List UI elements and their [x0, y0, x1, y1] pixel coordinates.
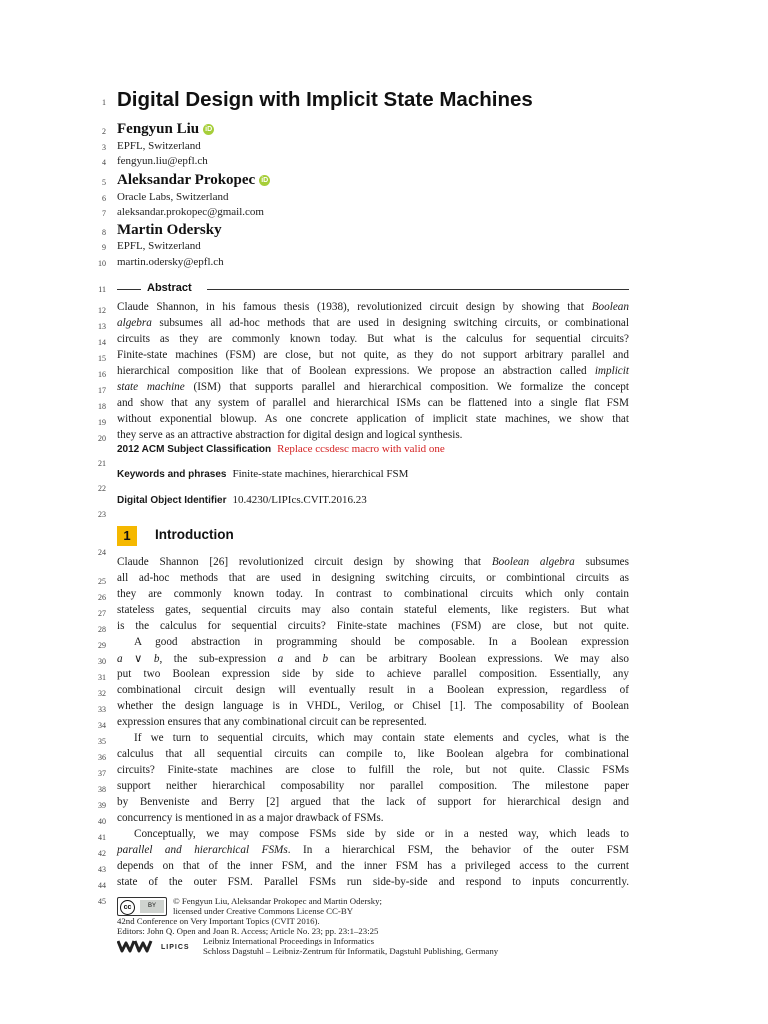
- line-number: 19: [98, 418, 106, 427]
- orcid-icon[interactable]: iD: [205, 126, 213, 133]
- line-number: 27: [98, 609, 106, 618]
- body-text-run: concurrency is mentioned in as a major drawback of FSMs.: [117, 812, 384, 824]
- body-text-run: is the calculus for sequential circuits? Finite-state machines (FSM) are close, but not quite.: [117, 620, 629, 632]
- body-line: [134, 828, 629, 840]
- acm-classification: [117, 443, 445, 455]
- acm-value: Replace ccsdesc macro with valid one: [277, 443, 445, 455]
- lipics-wordmark: LIPICS: [161, 944, 190, 951]
- footer: [117, 896, 637, 956]
- cc-by-badge[interactable]: [117, 897, 167, 916]
- body-text-run: they are commonly known today. In contrast to combinational circuits which only contain: [117, 588, 629, 600]
- line-number: 10: [98, 259, 106, 268]
- body-line: [117, 844, 629, 856]
- line-number: 24: [98, 548, 106, 557]
- line-number: 39: [98, 801, 106, 810]
- body-line: [117, 860, 629, 872]
- abstract-text-run: state machine: [117, 381, 185, 393]
- body-line: [117, 780, 629, 792]
- body-text-run: ∨: [122, 653, 154, 665]
- line-number: 8: [102, 228, 106, 237]
- body-text-run: a: [277, 653, 284, 665]
- body-text-run: b: [322, 653, 329, 665]
- body-text-run: put two Boolean expression side by side to achieve parallel composition. Essentially, any: [117, 668, 629, 680]
- abstract-text-run: Claude Shannon, in his famous thesis (1938), revolutionized circuit design by showing that: [117, 301, 592, 313]
- abstract-text-run: Boolean: [591, 301, 629, 313]
- body-text-run: support neither hierarchical composability nor parallel composition. The milestone paper: [117, 780, 629, 792]
- line-number: 30: [98, 657, 106, 666]
- abstract-text-run: hierarchical composition like that of Boolean expressions. We propose an abstraction called: [117, 365, 595, 377]
- body-text-run: Conceptually, we may compose FSMs side by side or in a nested way, which leads to: [134, 828, 629, 840]
- line-number: 14: [98, 338, 106, 347]
- heading-rule: [117, 289, 141, 290]
- line-number: 41: [98, 833, 106, 842]
- abstract-text-run: circuits as they are commonly known today. But what is the calculus for sequential circuits?: [117, 333, 629, 345]
- keywords-label: Keywords and phrases: [117, 469, 227, 480]
- body-text-run: circuits? Finite-state machines are close to fulfill the role, but not quite. Classic FSMs: [117, 764, 629, 776]
- cc-icon: cc: [120, 900, 135, 915]
- author-name: [117, 172, 270, 189]
- abstract-text-run: subsumes all ad-hoc methods that are used in designing switching circuits, or combinational: [151, 317, 629, 329]
- line-number: 1: [102, 98, 106, 107]
- body-line: [117, 812, 629, 824]
- line-number: 6: [102, 194, 106, 203]
- abstract-line: [117, 397, 629, 409]
- body-line: [117, 604, 629, 616]
- body-text-run: combinational circuit design will eventually result in a Boolean expression, regardless of: [117, 684, 629, 696]
- line-number: 33: [98, 705, 106, 714]
- author-affiliation: Oracle Labs, Switzerland: [117, 191, 229, 203]
- line-number: 25: [98, 577, 106, 586]
- body-text-run: subsumes: [574, 556, 629, 568]
- line-number: 26: [98, 593, 106, 602]
- body-text-run: If we turn to sequential circuits, which may contain state elements and cycles, what is the: [134, 732, 629, 744]
- line-number: 7: [102, 209, 106, 218]
- body-line: [117, 716, 629, 728]
- keywords-value: Finite-state machines, hierarchical FSM: [232, 468, 409, 480]
- acm-label: 2012 ACM Subject Classification: [117, 444, 272, 455]
- abstract-text-run: (ISM) that supports parallel and hierarchical composition. We formalize the concept: [184, 381, 630, 393]
- body-text-run: A good abstraction in programming should be composable. In a Boolean expression: [134, 636, 629, 648]
- body-line: [117, 668, 629, 680]
- body-line: [117, 572, 629, 584]
- body-line: [117, 876, 629, 888]
- body-line: [117, 684, 629, 696]
- body-text-run: state of the outer FSM. Parallel FSMs run side-by-side and respond to inputs concurrently.: [117, 876, 629, 888]
- abstract-label: Abstract: [147, 282, 192, 294]
- line-number: 23: [98, 510, 106, 519]
- body-text-run: can be arbitrary Boolean expressions. We may also: [328, 653, 629, 665]
- body-text-run: by Benveniste and Berry [2] argued that the lack of support for hierarchical design and: [117, 796, 629, 808]
- line-number: 11: [98, 285, 106, 294]
- line-number: 2: [102, 127, 106, 136]
- body-text-run: Claude Shannon [26] revolutionized circuit design by showing that: [117, 556, 492, 568]
- body-text-run: depends on that of the inner FSM, and the inner FSM has a privileged access to the current: [117, 860, 629, 872]
- editors-line: Editors: John Q. Open and Joan R. Access; Article No. 23; pp. 23:1–23:25: [117, 926, 379, 936]
- by-icon: BY: [140, 900, 164, 913]
- license-line: licensed under Creative Commons License CC-BY: [173, 906, 354, 916]
- author-name-text: Aleksandar Prokopec: [117, 172, 256, 188]
- line-number: 32: [98, 689, 106, 698]
- line-number: 34: [98, 721, 106, 730]
- author-name: Martin Odersky: [117, 222, 222, 238]
- doi-value[interactable]: 10.4230/LIPIcs.CVIT.2016.23: [232, 494, 367, 506]
- line-number: 13: [98, 322, 106, 331]
- doi-label: Digital Object Identifier: [117, 495, 227, 506]
- line-number: 35: [98, 737, 106, 746]
- abstract-text-run: implicit: [594, 365, 629, 377]
- abstract-line: [117, 301, 629, 313]
- section-title: Introduction: [155, 527, 234, 542]
- line-number: 5: [102, 178, 106, 187]
- body-text-run: whether the design language is in VHDL, Verilog, or Chisel [1]. The composability of Boolean: [117, 700, 629, 712]
- abstract-text-run: algebra: [117, 317, 152, 329]
- line-number: 42: [98, 849, 106, 858]
- publisher-line: Schloss Dagstuhl – Leibniz-Zentrum für Informatik, Dagstuhl Publishing, Germany: [203, 946, 499, 956]
- body-text-run: parallel and hierarchical FSMs: [117, 844, 288, 856]
- body-text-run: a: [117, 653, 123, 665]
- abstract-line: [117, 365, 629, 377]
- body-text-run: Boolean algebra: [491, 556, 575, 568]
- body-text-run: expression ensures that any combinational circuit can be represented.: [117, 716, 427, 728]
- body-line: [134, 732, 629, 744]
- line-number: 16: [98, 370, 106, 379]
- body-text-run: , the sub-expression: [159, 653, 278, 665]
- abstract-line: [117, 317, 629, 329]
- abstract-line: [117, 349, 629, 361]
- line-number: 40: [98, 817, 106, 826]
- line-number: 21: [98, 459, 106, 468]
- abstract-line: [117, 381, 629, 393]
- abstract-heading: [117, 282, 629, 296]
- body-text-run: all ad-hoc methods that are used in designing switching circuits, or combintional circuits as: [117, 572, 629, 584]
- section-number: 1: [117, 526, 137, 546]
- line-number: 45: [98, 897, 106, 906]
- body-text-run: b: [153, 653, 160, 665]
- abstract-text-run: they serve as an attractive abstraction for digital design and logical synthesis.: [117, 429, 463, 441]
- orcid-icon[interactable]: iD: [261, 177, 269, 184]
- line-number: 36: [98, 753, 106, 762]
- abstract-line: [117, 333, 629, 345]
- line-number: 12: [98, 306, 106, 315]
- body-text-run: stateless gates, sequential circuits may also contain stateful elements, like registers. But what: [117, 604, 629, 616]
- body-line: [117, 764, 629, 776]
- abstract-text-run: without exponential blowup. As one concrete application of implicit state machines, we show that: [117, 413, 629, 425]
- abstract-text-run: and show that any system of parallel and hierarchical ISMs can be flattened into a single flat FSM: [117, 397, 629, 409]
- heading-rule: [207, 289, 629, 290]
- line-number: 37: [98, 769, 106, 778]
- line-number: 15: [98, 354, 106, 363]
- body-line: [117, 700, 629, 712]
- line-number: 3: [102, 143, 106, 152]
- line-number: 43: [98, 865, 106, 874]
- abstract-text-run: Finite-state machines (FSM) are close, but not quite, as they do not support arbitrary parallel and: [117, 349, 629, 361]
- line-number: 9: [102, 243, 106, 252]
- line-number: 44: [98, 881, 106, 890]
- body-text-run: and: [283, 653, 323, 665]
- author-email[interactable]: fengyun.liu@epfl.ch: [117, 155, 208, 167]
- line-number: 28: [98, 625, 106, 634]
- line-number: 17: [98, 386, 106, 395]
- body-text-run: . In a hierarchical FSM, the behavior of the outer FSM: [287, 844, 630, 856]
- author-name: [117, 121, 214, 138]
- body-line: [117, 556, 629, 568]
- author-name-text: Fengyun Liu: [117, 121, 200, 137]
- doi: [117, 494, 367, 506]
- paper-title: Digital Design with Implicit State Machines: [117, 88, 533, 111]
- author-email[interactable]: aleksandar.prokopec@gmail.com: [117, 206, 264, 218]
- abstract-line: [117, 429, 629, 441]
- body-line: [117, 652, 629, 665]
- conference-line: 42nd Conference on Very Important Topics (CVIT 2016).: [117, 916, 320, 926]
- body-line: [117, 796, 629, 808]
- body-line: [134, 636, 629, 648]
- body-text-run: calculus that all sequential circuits can compile to, like Boolean algebra for combinational: [117, 748, 629, 760]
- line-number: 22: [98, 484, 106, 493]
- line-number: 29: [98, 641, 106, 650]
- line-number: 31: [98, 673, 106, 682]
- body-line: [117, 588, 629, 600]
- series-line: Leibniz International Proceedings in Informatics: [203, 936, 374, 946]
- keywords: [117, 468, 408, 480]
- author-affiliation: EPFL, Switzerland: [117, 240, 201, 252]
- line-number: 4: [102, 158, 106, 167]
- abstract-line: [117, 413, 629, 425]
- body-line: [117, 620, 629, 632]
- line-number: 38: [98, 785, 106, 794]
- line-number: 20: [98, 434, 106, 443]
- body-line: [117, 748, 629, 760]
- author-email[interactable]: martin.odersky@epfl.ch: [117, 256, 224, 268]
- line-number: 18: [98, 402, 106, 411]
- copyright-line: © Fengyun Liu, Aleksandar Prokopec and Martin Odersky;: [173, 896, 382, 906]
- lipics-logo-icon: [117, 938, 153, 954]
- author-affiliation: EPFL, Switzerland: [117, 140, 201, 152]
